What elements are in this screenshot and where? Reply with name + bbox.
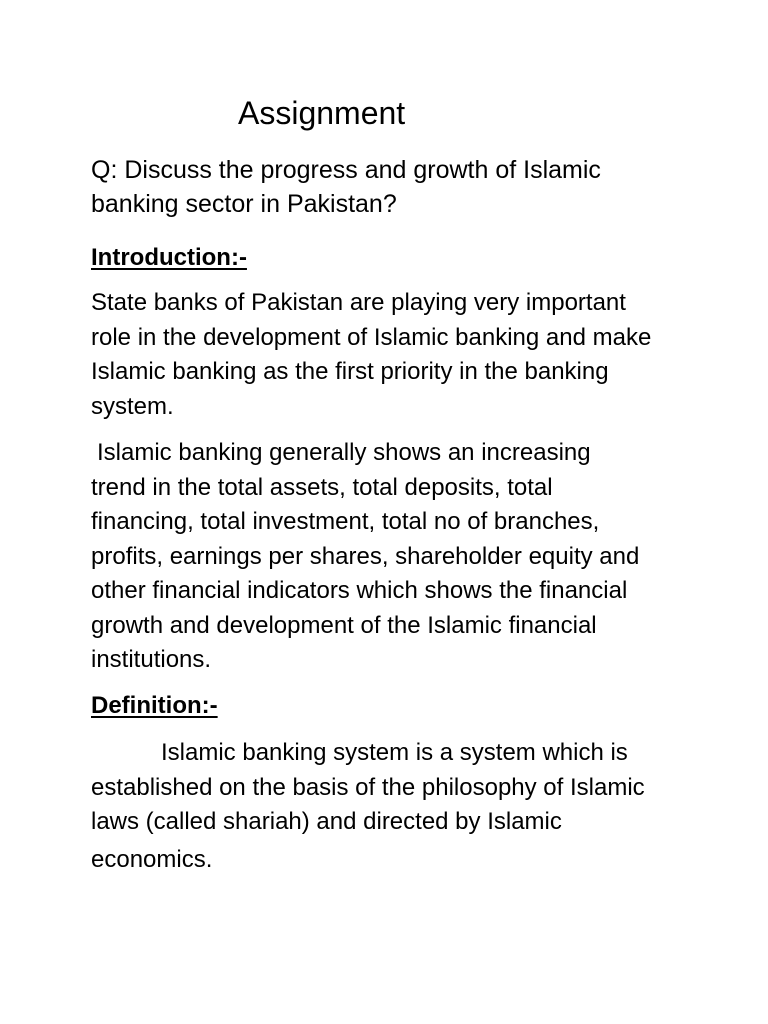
question-line-1: Q: Discuss the progress and growth of Islamic — [91, 156, 601, 184]
intro-p2-line-2: trend in the total assets, total deposits, total — [91, 473, 553, 501]
definition-line-3: laws (called shariah) and directed by Islamic — [91, 808, 562, 835]
definition-heading: Definition:- — [91, 692, 218, 719]
intro-p1-line-1: State banks of Pakistan are playing very important — [91, 289, 626, 316]
definition-line-2: established on the basis of the philosophy of Islamic — [91, 773, 645, 801]
page-title: Assignment — [238, 95, 406, 131]
intro-p2-line-5: other financial indicators which shows the financial — [91, 577, 628, 604]
intro-p1-line-4: system. — [91, 392, 174, 420]
definition-paragraph — [91, 736, 691, 877]
definition-line-1: Islamic banking system is a system which is — [161, 739, 628, 766]
intro-p2-line-3: financing, total investment, total no of branches, — [91, 508, 600, 535]
intro-p1-line-2: role in the development of Islamic banking and make — [91, 323, 652, 351]
definition-line-4: economics. — [91, 845, 213, 873]
introduction-paragraph-2 — [91, 436, 691, 678]
question-text — [91, 153, 691, 221]
intro-p1-line-3: Islamic banking as the first priority in the banking — [91, 358, 609, 385]
intro-p2-line-4: profits, earnings per shares, shareholder equity and — [91, 542, 640, 570]
introduction-heading: Introduction:- — [91, 244, 247, 271]
intro-p2-line-6: growth and development of the Islamic financial — [91, 611, 597, 639]
question-line-2: banking sector in Pakistan? — [91, 190, 397, 218]
introduction-paragraph-1 — [91, 286, 691, 424]
intro-p2-line-1: Islamic banking generally shows an increasing — [97, 439, 591, 466]
intro-p2-line-7: institutions. — [91, 646, 212, 673]
